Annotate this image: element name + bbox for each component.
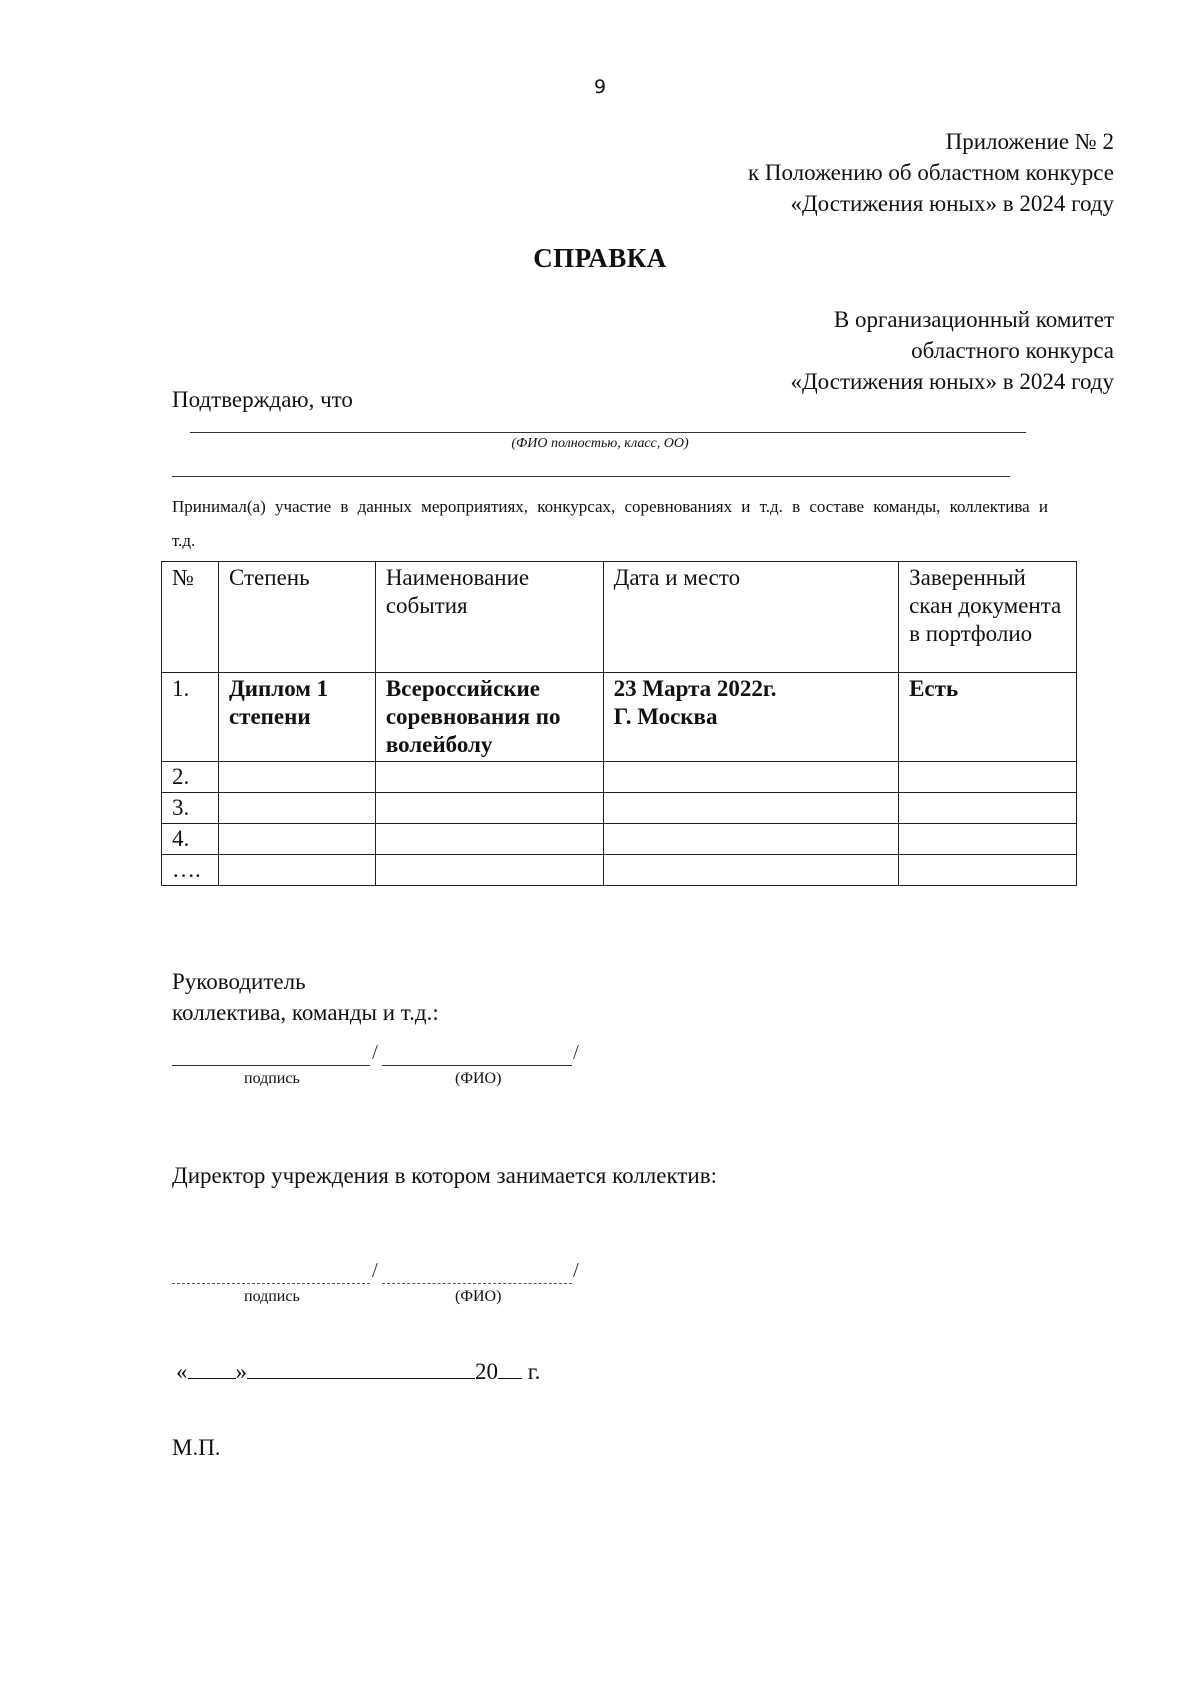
fio-caption: (ФИО полностью, класс, ОО)	[511, 436, 689, 451]
addressee-line-2: областного конкурса	[911, 338, 1114, 363]
extra-fill-line	[172, 476, 1010, 477]
events-table	[161, 561, 1077, 886]
empty-cell	[899, 855, 1077, 886]
signature-separator: /	[573, 1258, 579, 1282]
header-number: №	[162, 562, 219, 673]
table-row	[162, 855, 1077, 886]
empty-cell	[218, 824, 375, 855]
row-date-place	[603, 673, 898, 762]
row-event-name	[375, 673, 603, 762]
empty-cell	[375, 855, 603, 886]
director-signature-caption: подпись	[244, 1288, 300, 1305]
signature-separator: /	[372, 1258, 378, 1282]
date-century: 20	[475, 1359, 498, 1384]
leader-label	[172, 966, 439, 1028]
month-blank	[247, 1356, 475, 1379]
leader-signature-line	[172, 1065, 370, 1066]
appendix-line-3: «Достижения юных» в 2024 году	[790, 191, 1114, 216]
event-line: соревнования по	[385, 704, 561, 729]
leader-line-2: коллектива, команды и т.д.:	[172, 1000, 439, 1025]
empty-cell	[603, 824, 898, 855]
empty-cell	[375, 824, 603, 855]
director-signature-line	[172, 1283, 370, 1284]
leader-line-1: Руководитель	[172, 969, 306, 994]
row-number: 4.	[162, 824, 219, 855]
header-date-place: Дата и место	[603, 562, 898, 673]
empty-cell	[603, 762, 898, 793]
signature-separator: /	[372, 1040, 378, 1064]
signature-separator: /	[573, 1040, 579, 1064]
document-title: СПРАВКА	[533, 243, 667, 273]
row-number: 3.	[162, 793, 219, 824]
empty-cell	[899, 793, 1077, 824]
empty-cell	[375, 762, 603, 793]
day-blank	[188, 1356, 236, 1379]
date-open-quote: «	[176, 1359, 188, 1384]
date-line: 23 Марта 2022г.	[613, 676, 777, 701]
empty-cell	[899, 762, 1077, 793]
empty-cell	[603, 855, 898, 886]
appendix-line-1: Приложение № 2	[945, 129, 1114, 154]
event-line: волейболу	[385, 732, 493, 757]
table-row	[162, 793, 1077, 824]
header-scan: Заверенный скан документа в портфолио	[899, 562, 1077, 673]
table-header-row	[162, 562, 1077, 673]
appendix-header	[748, 126, 1114, 219]
addressee-line-3: «Достижения юных» в 2024 году	[790, 369, 1114, 394]
event-line: Всероссийские	[385, 676, 540, 701]
date-field	[176, 1356, 540, 1385]
row-number: 2.	[162, 762, 219, 793]
empty-cell	[218, 762, 375, 793]
leader-fio-line	[382, 1065, 572, 1066]
stamp-place: М.П.	[172, 1435, 221, 1460]
confirm-text: Подтверждаю, что	[172, 387, 353, 412]
header-degree: Степень	[218, 562, 375, 673]
table-row	[162, 762, 1077, 793]
empty-cell	[375, 793, 603, 824]
appendix-line-2: к Положению об областном конкурсе	[747, 160, 1114, 185]
director-label: Директор учреждения в котором занимается коллектив:	[172, 1163, 717, 1188]
row-number: ….	[162, 855, 219, 886]
year-blank	[498, 1356, 522, 1379]
degree-line: степени	[228, 704, 311, 729]
date-year-suffix: г.	[527, 1359, 541, 1384]
fio-fill-line	[190, 432, 1026, 433]
empty-cell	[218, 855, 375, 886]
participation-text: Принимал(а) участие в данных мероприятиях, конкурсах, соревнованиях и т.д. в составе команды, коллектива и т.д.	[172, 497, 1048, 550]
table-row	[162, 673, 1077, 762]
leader-signature-caption: подпись	[244, 1070, 300, 1087]
director-fio-line	[382, 1283, 572, 1284]
page-number: 9	[593, 76, 607, 98]
empty-cell	[218, 793, 375, 824]
addressee-block	[790, 304, 1114, 397]
addressee-line-1: В организационный комитет	[833, 307, 1114, 332]
empty-cell	[603, 793, 898, 824]
date-close-quote: »	[235, 1359, 247, 1384]
row-number: 1.	[162, 673, 219, 762]
degree-line: Диплом 1	[228, 676, 329, 701]
table-row	[162, 824, 1077, 855]
place-line: Г. Москва	[613, 704, 718, 729]
director-fio-caption: (ФИО)	[455, 1288, 502, 1305]
leader-fio-caption: (ФИО)	[455, 1070, 502, 1087]
empty-cell	[899, 824, 1077, 855]
row-scan: Есть	[899, 673, 1077, 762]
header-event-name: Наименование события	[375, 562, 603, 673]
row-degree	[218, 673, 375, 762]
